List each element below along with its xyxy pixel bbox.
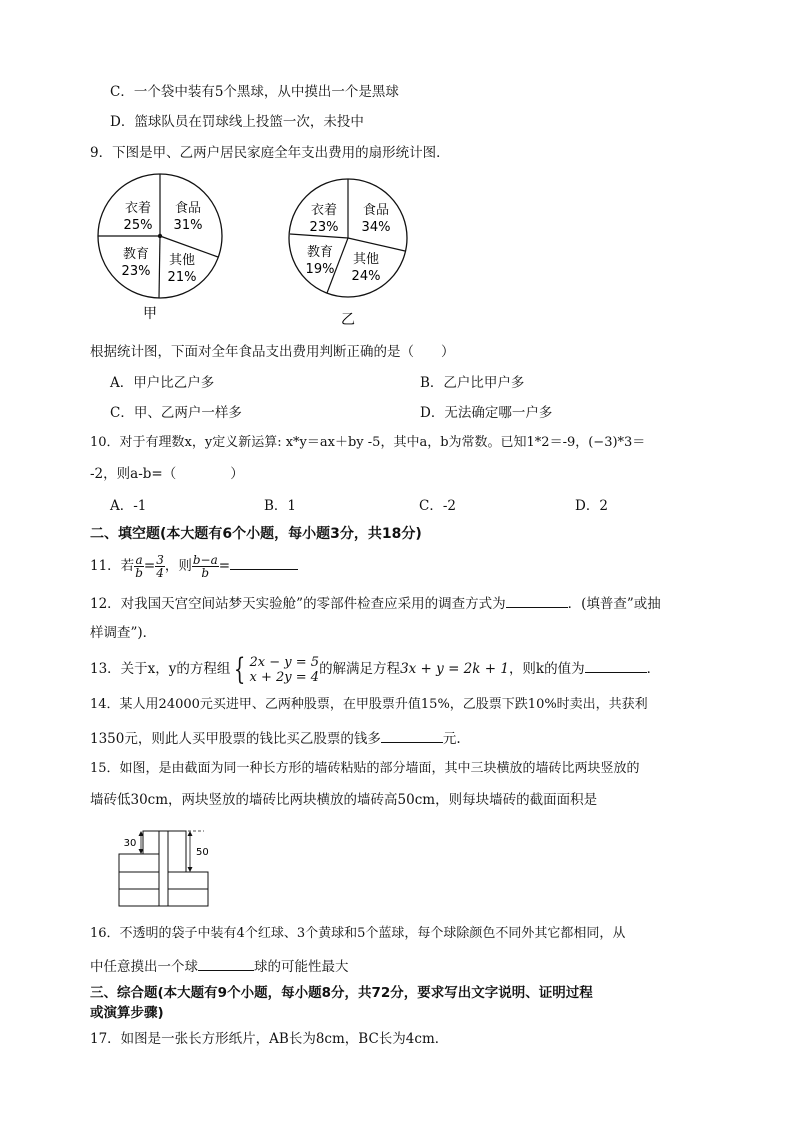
q8-option-d: D．篮球队员在罚球线上投篮一次，未投中	[110, 114, 364, 130]
q9-question: 根据统计图，下面对全年食品支出费用判断正确的是（ ）	[90, 344, 455, 360]
pie-a-label-clothing: 衣着	[124, 201, 152, 216]
q17-stem: 17．如图是一张长方形纸片，AB长为8cm，BC长为4cm．	[90, 1031, 449, 1047]
section-3-heading-line1: 三、综合题(本大题有9个小题，每小题8分，共72分，要求写出文字说明、证明过程	[90, 985, 593, 1001]
q13	[90, 652, 660, 686]
q9-stem: 9．下图是甲、乙两户居民家庭全年支出费用的扇形统计图．	[90, 145, 450, 161]
section-3-heading-line2: 或演算步骤)	[90, 1005, 164, 1021]
pie-a-label-other: 其他	[168, 253, 196, 268]
pie-a-caption: 甲	[143, 306, 157, 322]
q16-line2	[90, 956, 349, 976]
q12-line2: 样调查”)．	[90, 625, 157, 641]
q13-mid: 的解满足方程	[319, 661, 401, 677]
pie-a-label-education: 教育	[122, 247, 150, 262]
q11-prefix: 11．若	[90, 558, 135, 574]
q13-prefix: 13．关于x，y的方程组	[90, 661, 231, 677]
q13-brace: {	[234, 651, 246, 687]
pie-b-label-education: 教育	[306, 245, 334, 260]
q11-answer-blank[interactable]	[230, 555, 298, 570]
q10-option-c: C．-2	[419, 498, 456, 514]
q9-option-c: C．甲、乙两户一样多	[110, 405, 242, 421]
q15-figure-label-30: 30	[123, 838, 137, 849]
q15-brick-wall-figure	[118, 826, 218, 908]
pie-a-pct-food: 31%	[173, 218, 203, 233]
q14-line2	[90, 728, 461, 748]
q11-equals-2: =	[218, 558, 231, 574]
pie-chart-a	[95, 170, 225, 325]
pie-b-caption: 乙	[341, 312, 355, 328]
q11-mid: ，则	[164, 558, 192, 574]
pie-b-label-food: 食品	[362, 203, 390, 218]
q16-text: 中任意摸出一个球	[90, 959, 198, 975]
q11	[90, 553, 298, 579]
q13-tail: ，则k的值为	[508, 661, 585, 677]
q13-equation: 3x + y = 2k + 1	[400, 661, 509, 677]
q15-line2: 墙砖低30cm，两块竖放的墙砖比两块横放的墙砖高50cm，则每块墙砖的截面面积是	[90, 792, 598, 808]
q15-figure-label-50: 50	[196, 847, 209, 858]
section-2-heading: 二、填空题(本大题有6个小题，每小题3分，共18分)	[90, 526, 422, 542]
pie-a-pct-other: 21%	[167, 270, 197, 285]
q14-text: 1350元，则此人买甲股票的钱比买乙股票的钱多	[90, 731, 381, 747]
q9-option-d: D．无法确定哪一户多	[420, 405, 553, 421]
q10-line1: 10．对于有理数x，y定义新运算: x*y＝ax＋by -5，其中a，b为常数。已知1*2＝-9，(−3)*3＝	[90, 435, 646, 450]
q12-text: 12．对我国天宫空间站梦天实验舱”的零部件检查应采用的调查方式为	[90, 596, 506, 612]
pie-b-pct-education: 19%	[305, 262, 335, 277]
pie-b-pct-clothing: 23%	[309, 220, 339, 235]
q11-fraction-a-over-b: $\frac{a}{b}$	[135, 553, 143, 580]
q10-option-b: B．1	[264, 498, 297, 514]
q9-option-b: B．乙户比甲户多	[420, 375, 525, 391]
pie-a-label-food: 食品	[174, 201, 202, 216]
q16-answer-blank[interactable]	[198, 956, 254, 971]
q14-tail: 元.	[442, 731, 461, 747]
pie-b-pct-other: 24%	[351, 269, 381, 284]
q12-answer-blank[interactable]	[506, 593, 568, 608]
q13-end: ．	[646, 661, 661, 677]
q10-option-d: D．2	[575, 498, 608, 514]
pie-b-label-other: 其他	[352, 252, 380, 267]
q16-line1: 16．不透明的袋子中装有4个红球、3个黄球和5个蓝球，每个球除颜色不同外其它都相同，从	[90, 926, 626, 941]
pie-a-pct-clothing: 25%	[123, 218, 153, 233]
q8-option-c: C．一个袋中装有5个黑球，从中摸出一个是黑球	[110, 84, 399, 100]
pie-b-label-clothing: 衣着	[310, 203, 338, 218]
q9-option-a: A．甲户比乙户多	[110, 375, 215, 391]
q11-equals: =	[143, 558, 156, 574]
q11-fraction-3-over-4: $\frac{3}{4}$	[156, 553, 164, 580]
pie-chart-b	[283, 176, 413, 331]
q10-line2: -2，则a-b=（ ）	[90, 466, 244, 482]
q12-line1	[90, 593, 661, 613]
pie-b-pct-food: 34%	[361, 220, 391, 235]
q13-answer-blank[interactable]	[585, 658, 647, 673]
q14-answer-blank[interactable]	[381, 728, 443, 743]
q16-tail: 球的可能性最大	[254, 959, 349, 975]
q10-option-a: A．-1	[110, 498, 147, 514]
q14-line1: 14．某人用24000元买进甲、乙两种股票，在甲股票升值15%，乙股票下跌10%时卖出，共获利	[90, 697, 648, 712]
q15-line1: 15．如图，是由截面为同一种长方形的墙砖粘贴的部分墙面，其中三块横放的墙砖比两块竖放的	[90, 761, 640, 776]
q13-equation-system: 2x − y = 5 x + 2y = 4	[249, 654, 320, 685]
pie-a-pct-education: 23%	[121, 264, 151, 279]
q12-tail: ．(填普查”或抽	[567, 596, 661, 612]
q11-fraction-b-minus-a-over-b: $\frac{b-a}{b}$	[192, 553, 218, 580]
